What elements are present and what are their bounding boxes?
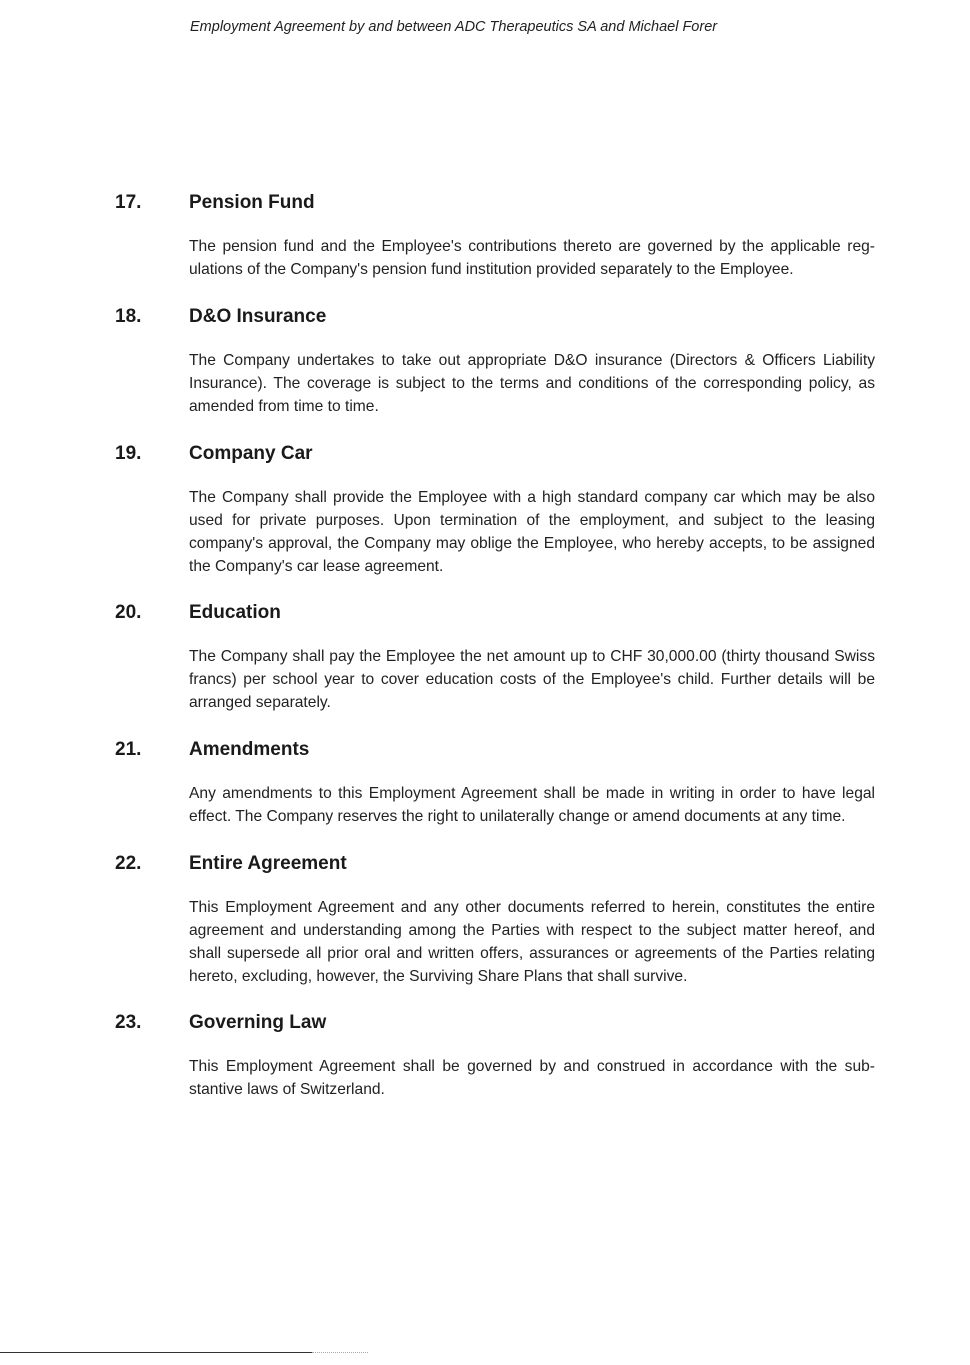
footer-divider <box>0 1352 312 1353</box>
section-body: Any amendments to this Employment Agreement shall be made in writing in order to have legal effect. The Company reserves the right to unilaterally change or amend documents at any time. <box>189 785 875 825</box>
section-body: The Company shall pay the Employee the net amount up to CHF 30,000.00 (thirty thousand Swiss francs) per school year to cover education costs of the Employee's child. Further details will be arranged separately. <box>189 648 875 711</box>
section-title: Pension Fund <box>189 192 315 213</box>
section-body: This Employment Agreement and any other documents referred to herein, constitutes the entire agreement and understanding among the Parties with respect to the subject matter hereof, and shall supersede all prior oral and written offers, assurances or agreements of the Parties relating hereto, excluding, however, the Surviving Share Plans that shall survive. <box>189 899 875 985</box>
section-number: 23. <box>115 1012 142 1033</box>
section-number: 22. <box>115 853 142 874</box>
section-body: The Company undertakes to take out appropriate D&O insurance (Directors & Officers Liability Insurance). The coverage is subject to the terms and conditions of the corresponding policy, as amended from time to time. <box>189 352 875 415</box>
section-number: 20. <box>115 602 142 623</box>
section-number: 19. <box>115 443 142 464</box>
section-title: Amendments <box>189 739 310 760</box>
section-title: Education <box>189 602 281 623</box>
running-header: Employment Agreement by and between ADC Therapeutics SA and Michael Forer <box>190 19 718 35</box>
section-number: 21. <box>115 739 142 760</box>
section-body: This Employment Agreement shall be governed by and construed in accordance with the substantive laws of Switzerland. <box>189 1058 875 1098</box>
section-number: 17. <box>115 192 142 213</box>
section-title: Governing Law <box>189 1012 327 1033</box>
section-title: Entire Agreement <box>189 853 347 874</box>
section-body: The Company shall provide the Employee with a high standard company car which may be also used for private purposes. Upon termination of the employment, and subject to the leasing company's approval, the Company may oblige the Employee, who hereby accepts, to be assigned the Company's car lease agreement. <box>189 489 875 575</box>
section-title: D&O Insurance <box>189 306 327 327</box>
footer-divider-faint <box>312 1352 368 1353</box>
section-title: Company Car <box>189 443 313 464</box>
section-number: 18. <box>115 306 142 327</box>
section-body: The pension fund and the Employee's contributions thereto are governed by the applicable regulations of the Company's pension fund institution provided separately to the Employee. <box>189 238 875 278</box>
